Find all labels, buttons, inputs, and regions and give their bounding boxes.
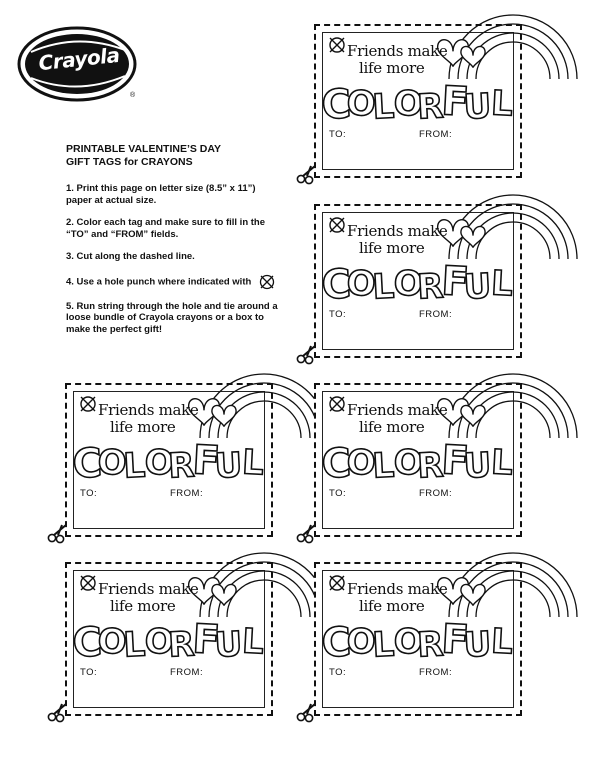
step-5: 5. Run string through the hole and tie around a loose bundle of Crayola crayons or a box to make the perfect gift! — [66, 300, 278, 335]
tag-line-1: Friends make — [98, 401, 199, 419]
headline-letter: L — [490, 442, 514, 484]
scissors-icon — [296, 164, 318, 184]
to-label: TO: — [329, 309, 347, 320]
step-2: 2. Color each tag and make sure to fill in the “TO” and “FROM” fields. — [66, 217, 266, 240]
tag-line-1: Friends make — [347, 42, 448, 60]
headline-letter: C — [71, 440, 104, 488]
tag-line-1: Friends make — [347, 401, 448, 419]
to-label: TO: — [329, 129, 347, 140]
headline-letter: O — [143, 442, 175, 484]
tag-line-1: Friends make — [98, 580, 199, 598]
headline-letter: O — [345, 442, 377, 484]
from-label: FROM: — [170, 488, 204, 499]
tag-line-2: life more — [110, 418, 176, 436]
scissors-icon — [47, 523, 69, 543]
tag-inner-border — [322, 32, 514, 170]
headline-letter: R — [167, 445, 196, 487]
instructions-block — [66, 143, 281, 346]
gift-tag-5 — [65, 562, 273, 716]
headline-letter: F — [191, 616, 222, 664]
headline-letter: O — [392, 83, 424, 125]
logo-text: Crayola — [37, 42, 121, 76]
headline-letter: R — [416, 86, 445, 128]
scissors-icon — [47, 702, 69, 722]
steps-list — [66, 183, 281, 335]
headline-letter: L — [490, 621, 514, 663]
scissors-icon — [296, 344, 318, 364]
registered-mark: ® — [130, 92, 136, 99]
headline-letter: R — [167, 624, 196, 666]
hole-punch-icon — [256, 274, 278, 290]
title-line-1: PRINTABLE VALENTINE’S DAY — [66, 143, 221, 155]
to-label: TO: — [80, 667, 98, 678]
headline-letter: C — [320, 440, 353, 488]
headline-letter: O — [345, 83, 377, 125]
headline-letter: F — [440, 616, 471, 664]
gift-tag-4 — [314, 383, 522, 537]
headline-letter: O — [345, 263, 377, 305]
to-label: TO: — [329, 488, 347, 499]
headline-letter: R — [416, 624, 445, 666]
step-3: 3. Cut along the dashed line. — [66, 251, 195, 262]
headline-letter: F — [440, 258, 471, 306]
headline-letter: C — [71, 619, 104, 667]
headline-letter: O — [392, 442, 424, 484]
crayola-logo — [17, 22, 141, 104]
from-label: FROM: — [419, 129, 453, 140]
headline-letter: L — [490, 83, 514, 125]
headline-letter: U — [462, 86, 493, 128]
hole-punch-icon — [327, 574, 349, 592]
tag-inner-border — [73, 570, 265, 708]
headline-letter: L — [241, 621, 265, 663]
step-4-text: 4. Use a hole punch where indicated with — [66, 276, 252, 288]
from-label: FROM: — [419, 309, 453, 320]
from-label: FROM: — [170, 667, 204, 678]
hole-punch-icon — [327, 395, 349, 413]
headline-letter: U — [462, 445, 493, 487]
hole-punch-icon — [327, 216, 349, 234]
title-line-2: GIFT TAGS for CRAYONS — [66, 156, 193, 168]
tag-line-2: life more — [110, 597, 176, 615]
from-label: FROM: — [419, 488, 453, 499]
headline-letter: C — [320, 261, 353, 309]
tag-line-1: Friends make — [347, 222, 448, 240]
headline-letter: L — [490, 263, 514, 305]
from-label: FROM: — [419, 667, 453, 678]
headline-letter: O — [96, 621, 128, 663]
headline-letter: L — [241, 442, 265, 484]
gift-tag-1 — [314, 24, 522, 178]
step-4 — [66, 274, 281, 290]
hole-punch-icon — [78, 574, 100, 592]
headline-letter: U — [462, 266, 493, 308]
headline-letter: L — [371, 86, 396, 128]
tag-inner-border — [322, 212, 514, 350]
tag-headline — [71, 616, 268, 667]
tag-line-2: life more — [359, 59, 425, 77]
tag-headline — [71, 437, 268, 488]
headline-letter: L — [371, 624, 396, 666]
tag-headline — [320, 437, 517, 488]
scissors-icon — [296, 702, 318, 722]
hole-punch-icon — [327, 36, 349, 54]
headline-letter: R — [416, 445, 445, 487]
scissors-icon — [296, 523, 318, 543]
headline-letter: O — [96, 442, 128, 484]
headline-letter: C — [320, 81, 353, 129]
headline-letter: F — [440, 437, 471, 485]
to-label: TO: — [80, 488, 98, 499]
headline-letter: C — [320, 619, 353, 667]
headline-letter: U — [213, 624, 244, 666]
headline-letter: U — [213, 445, 244, 487]
tag-headline — [320, 616, 517, 667]
gift-tag-2 — [314, 204, 522, 358]
instructions-title — [66, 143, 281, 169]
tag-inner-border — [322, 570, 514, 708]
tag-line-1: Friends make — [347, 580, 448, 598]
tag-line-2: life more — [359, 418, 425, 436]
tag-inner-border — [73, 391, 265, 529]
hole-punch-icon — [78, 395, 100, 413]
step-1: 1. Print this page on letter size (8.5” x 11”) paper at actual size. — [66, 183, 256, 206]
tag-headline — [320, 258, 517, 309]
headline-letter: O — [143, 621, 175, 663]
headline-letter: L — [122, 445, 147, 487]
headline-letter: L — [371, 445, 396, 487]
tag-inner-border — [322, 391, 514, 529]
headline-letter: O — [345, 621, 377, 663]
gift-tag-3 — [65, 383, 273, 537]
headline-letter: F — [440, 78, 471, 126]
tag-line-2: life more — [359, 239, 425, 257]
tag-headline — [320, 78, 517, 129]
headline-letter: F — [191, 437, 222, 485]
headline-letter: O — [392, 621, 424, 663]
tag-line-2: life more — [359, 597, 425, 615]
headline-letter: O — [392, 263, 424, 305]
headline-letter: L — [122, 624, 147, 666]
to-label: TO: — [329, 667, 347, 678]
gift-tag-6 — [314, 562, 522, 716]
headline-letter: R — [416, 266, 445, 308]
headline-letter: U — [462, 624, 493, 666]
headline-letter: L — [371, 266, 396, 308]
